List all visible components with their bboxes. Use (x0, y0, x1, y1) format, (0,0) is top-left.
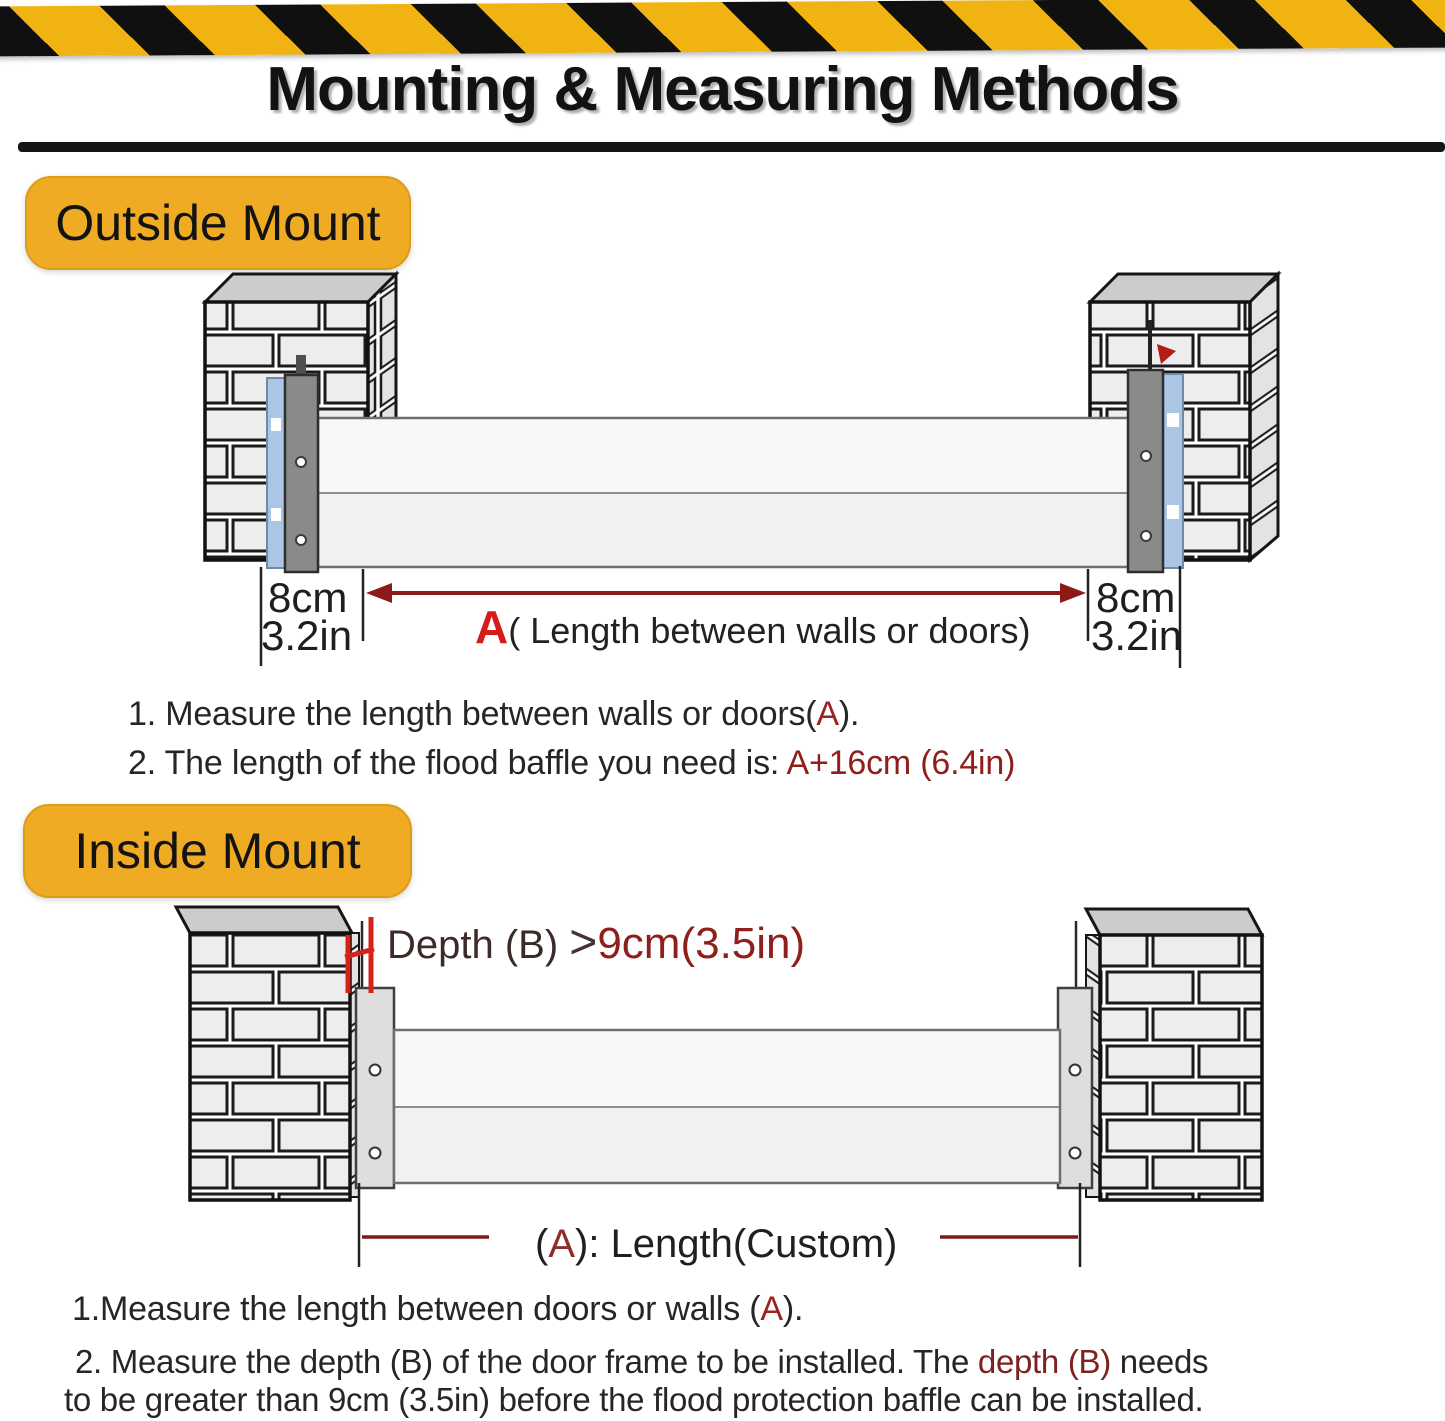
inside-mount-badge-label: Inside Mount (74, 823, 361, 879)
outside-mount-badge-label: Outside Mount (55, 195, 381, 251)
screw-hole (296, 535, 306, 545)
locking-pin (296, 355, 306, 377)
inside-step-2-line-1: 2. Measure the depth (B) of the door frame to be installed. The depth (B) needs (75, 1343, 1209, 1380)
wall-top-face (1086, 909, 1262, 935)
screw-hole (1141, 451, 1151, 461)
seal-rail (267, 378, 285, 568)
arrowhead-left-icon (366, 583, 392, 603)
barrier-panel-bottom (318, 493, 1130, 567)
outside-step-1: 1. Measure the length between walls or doors(A). (128, 695, 860, 733)
left-mount-channel (267, 355, 318, 572)
barrier-panel-bottom (394, 1107, 1060, 1183)
dim-left-in-label: 3.2in (261, 612, 353, 659)
arrowhead-right-icon (1060, 583, 1086, 603)
title-underline (18, 142, 1445, 152)
screw-hole (296, 457, 306, 467)
barrier-panel-top (318, 418, 1130, 493)
screw-hole (1141, 531, 1151, 541)
wall-front-face (190, 933, 350, 1200)
hazard-stripe-band (0, 0, 1445, 56)
depth-note: Depth (B) >9cm(3.5in) (387, 916, 806, 969)
length-a-caption: A( Length between walls or doors) (475, 601, 1031, 653)
inside-step-2-line-2: to be greater than 9cm (3.5in) before the flood protection baffle can be installed. (64, 1381, 1204, 1418)
greater-than-symbol: > (569, 916, 598, 969)
inside-mount-badge (23, 804, 412, 898)
screw-hole (1070, 1148, 1081, 1159)
screw-hole (370, 1148, 381, 1159)
barrier-panel-top (394, 1030, 1060, 1107)
wall-top-face (176, 907, 352, 933)
page-title: Mounting & Measuring Methods (266, 55, 1179, 124)
outside-mount-badge (25, 176, 411, 270)
dim-right-in-label: 3.2in (1091, 612, 1183, 659)
seal-rail (1163, 374, 1183, 568)
screw-hole (370, 1065, 381, 1076)
wall-side-face (1250, 274, 1278, 560)
dim-right-cm-label: 8cm (1096, 574, 1176, 621)
screw-hole (1070, 1065, 1081, 1076)
length-arrow (366, 583, 1086, 603)
locking-pin (1148, 320, 1152, 372)
inside-step-1: 1.Measure the length between doors or walls (A). (72, 1290, 804, 1328)
wall-front-face (1100, 935, 1262, 1200)
right-wall-pillar (1086, 909, 1262, 1200)
wall-top-face (205, 274, 396, 302)
left-wall-pillar (176, 907, 359, 1200)
wall-top-face (1090, 274, 1278, 302)
flood-barrier-panels (318, 418, 1130, 567)
length-custom-label: (A): Length(Custom) (535, 1222, 898, 1266)
flood-barrier-panels (394, 1030, 1060, 1183)
length-a-letter: A (475, 601, 509, 653)
dim-left-cm-label: 8cm (268, 574, 348, 621)
outside-step-2: 2. The length of the flood baffle you need is: A+16cm (6.4in) (128, 744, 1016, 782)
